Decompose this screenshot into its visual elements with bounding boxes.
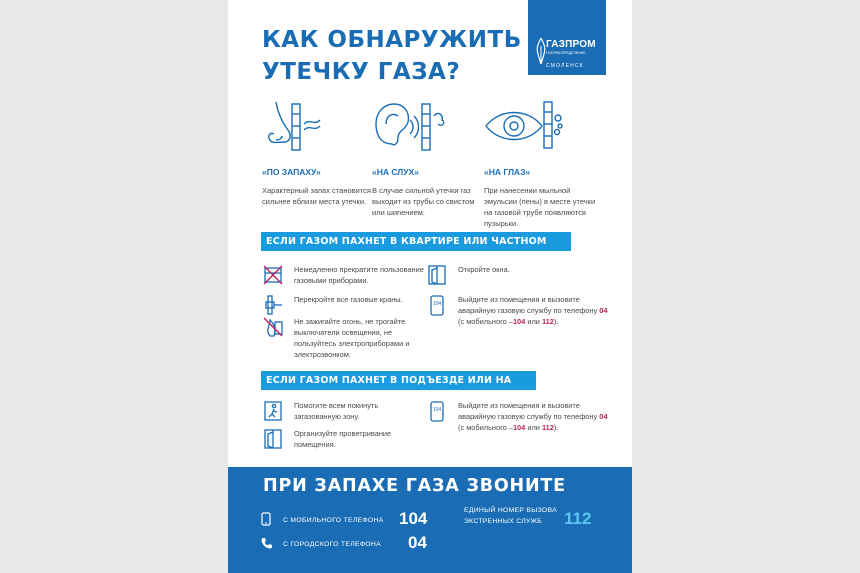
svg-text:104: 104 xyxy=(432,301,442,307)
nose-icon xyxy=(262,100,332,158)
list-item xyxy=(426,264,598,286)
phone-call-icon xyxy=(426,294,448,316)
sense-description: Характерный запах становится сильнее вблизи места утечки. xyxy=(262,186,371,206)
instruction-text: Откройте окна. xyxy=(458,265,510,274)
instruction-text: Немедленно прекратите пользование газовыми приборами. xyxy=(294,265,424,285)
sense-smell xyxy=(262,100,372,207)
list-item xyxy=(426,400,608,433)
gas-valve-icon xyxy=(262,294,284,316)
list-item xyxy=(262,428,404,450)
call-banner-heading: ПРИ ЗАПАХЕ ГАЗА ЗВОНИТЕ xyxy=(263,476,566,496)
mobile-phone-icon xyxy=(261,512,271,526)
mobile-label: С МОБИЛЬНОГО ТЕЛЕФОНА xyxy=(283,517,384,524)
instruction-text: Организуйте проветривание помещения. xyxy=(294,429,392,449)
logo-city: СМОЛЕНСК xyxy=(546,63,584,69)
list-item xyxy=(262,400,404,422)
sense-description: При нанесении мыльной эмульсии (пены) в месте утечки на газовой трубе появляются пузырьки. xyxy=(484,186,596,228)
logo-subtitle: ГАЗОРАСПРЕДЕЛЕНИЕ xyxy=(546,51,586,55)
window-icon xyxy=(262,428,284,450)
phone-call-icon xyxy=(426,400,448,422)
title-line-1: КАК ОБНАРУЖИТЬ xyxy=(262,27,522,53)
page-title xyxy=(262,24,522,88)
instruction-text: Перекройте все газовые краны. xyxy=(294,295,403,304)
gazprom-logo xyxy=(528,0,606,75)
no-fire-icon xyxy=(262,316,284,338)
window-icon xyxy=(426,264,448,286)
landline-label: С ГОРОДСКОГО ТЕЛЕФОНА xyxy=(283,541,381,548)
instruction-text: Помогите всем покинуть загазованную зону. xyxy=(294,401,379,421)
call-banner xyxy=(228,467,632,573)
sense-sight xyxy=(484,100,604,229)
section-apartment-heading: ЕСЛИ ГАЗОМ ПАХНЕТ В КВАРТИРЕ ИЛИ ЧАСТНОМ ДОМЕ xyxy=(261,232,571,251)
flame-icon xyxy=(536,38,546,64)
sense-label: «ПО ЗАПАХУ» xyxy=(262,167,321,177)
poster xyxy=(228,0,632,573)
instruction-text: Не зажигайте огонь, не трогайте выключатели освещения, не пользуйтесь электроприборами и электрозвонком. xyxy=(294,317,410,359)
mobile-number: 104 xyxy=(399,509,428,528)
landline-number: 04 xyxy=(408,533,427,552)
logo-brand: ГАЗПРОМ xyxy=(546,39,596,50)
exit-icon xyxy=(262,400,284,422)
title-line-2: УТЕЧКУ ГАЗА? xyxy=(262,59,461,85)
svg-text:104: 104 xyxy=(432,407,442,413)
list-item xyxy=(426,294,608,327)
call-instruction: Выйдите из помещения и вызовите аварийную газовую службу по телефону 04 (с мобильного –104 или 112). xyxy=(458,401,608,432)
ear-icon xyxy=(372,100,452,158)
emergency-label-line-1: ЕДИНЫЙ НОМЕР ВЫЗОВА xyxy=(464,507,557,514)
emergency-label-line-2: ЭКСТРЕННЫХ СЛУЖБ xyxy=(464,518,542,525)
landline-phone-icon xyxy=(261,537,273,549)
list-item xyxy=(262,294,434,316)
eye-icon xyxy=(484,100,568,158)
sense-hearing xyxy=(372,100,482,218)
emergency-number: 112 xyxy=(564,509,592,528)
call-instruction: Выйдите из помещения и вызовите аварийную газовую службу по телефону 04 (с мобильного –104 или 112). xyxy=(458,295,608,326)
sense-label: «НА СЛУХ» xyxy=(372,167,419,177)
sense-label: «НА ГЛАЗ» xyxy=(484,167,531,177)
stove-off-icon xyxy=(262,264,284,286)
list-item xyxy=(262,316,414,360)
section-entrance-heading: ЕСЛИ ГАЗОМ ПАХНЕТ В ПОДЪЕЗДЕ ИЛИ НА УЛИЦЕ xyxy=(261,371,536,390)
sense-description: В случае сильной утечки газ выходит из трубы со свистом или шипением. xyxy=(372,186,475,217)
list-item xyxy=(262,264,434,286)
